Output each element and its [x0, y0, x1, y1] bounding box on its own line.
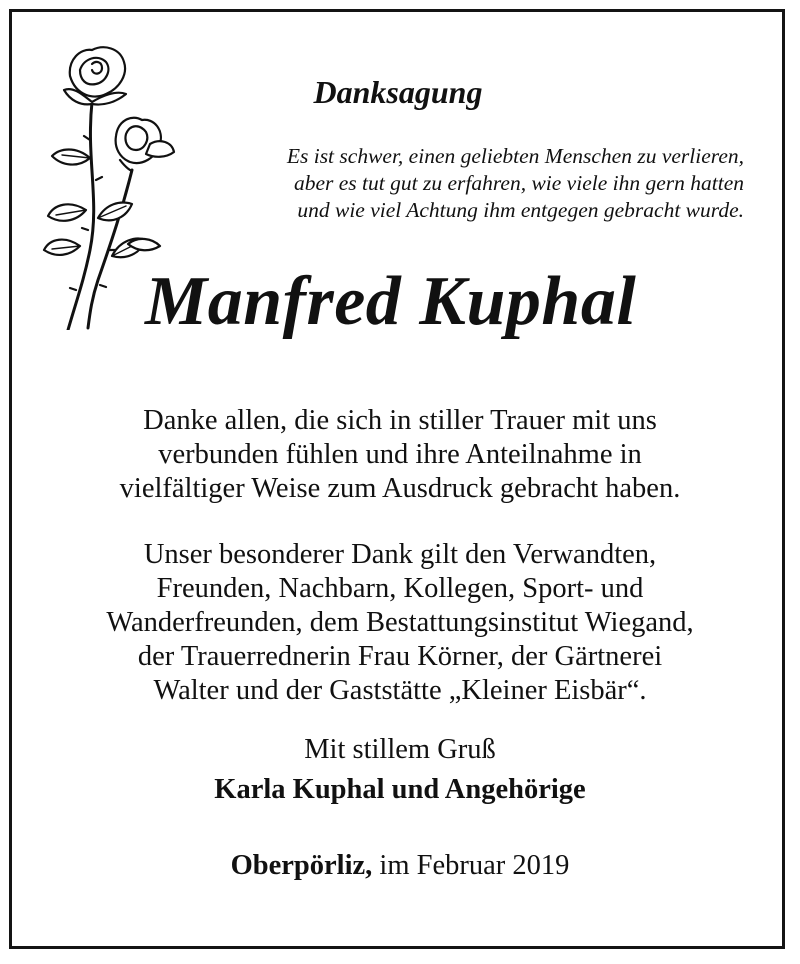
- deceased-name: Manfred Kuphal: [145, 263, 637, 340]
- notice-heading: Danksagung: [313, 74, 483, 110]
- signature: Karla Kuphal und Angehörige: [214, 774, 586, 805]
- place-date: [0, 850, 800, 882]
- text-line: verbunden fühlen und ihre Anteilnahme in: [158, 439, 642, 470]
- greeting: Mit stillem Gruß: [304, 734, 496, 765]
- text-line: Wanderfreunden, dem Bestattungsinstitut Wiegand,: [106, 607, 694, 638]
- quote-line: und wie viel Achtung ihm entgegen gebracht wurde.: [297, 198, 744, 222]
- text-line: Freunden, Nachbarn, Kollegen, Sport- und: [156, 573, 644, 604]
- quote-line: Es ist schwer, einen geliebten Menschen zu verlieren,: [286, 144, 744, 168]
- quote-line: aber es tut gut zu erfahren, wie viele ihn gern hatten: [293, 171, 744, 195]
- text-line: der Trauerrednerin Frau Körner, der Gärtnerei: [137, 641, 663, 672]
- text-line: vielfältiger Weise zum Ausdruck gebracht haben.: [119, 473, 681, 504]
- place: Oberpörliz,: [230, 850, 373, 881]
- date: im Februar 2019: [379, 850, 570, 881]
- text-line: Danke allen, die sich in stiller Trauer mit uns: [143, 405, 657, 436]
- special-thanks-paragraph: [0, 538, 800, 708]
- thanks-paragraph: [0, 404, 800, 506]
- quote: [144, 143, 744, 224]
- text-line: Walter und der Gaststätte „Kleiner Eisbär“.: [153, 675, 647, 706]
- text-line: Unser besonderer Dank gilt den Verwandten,: [143, 539, 657, 570]
